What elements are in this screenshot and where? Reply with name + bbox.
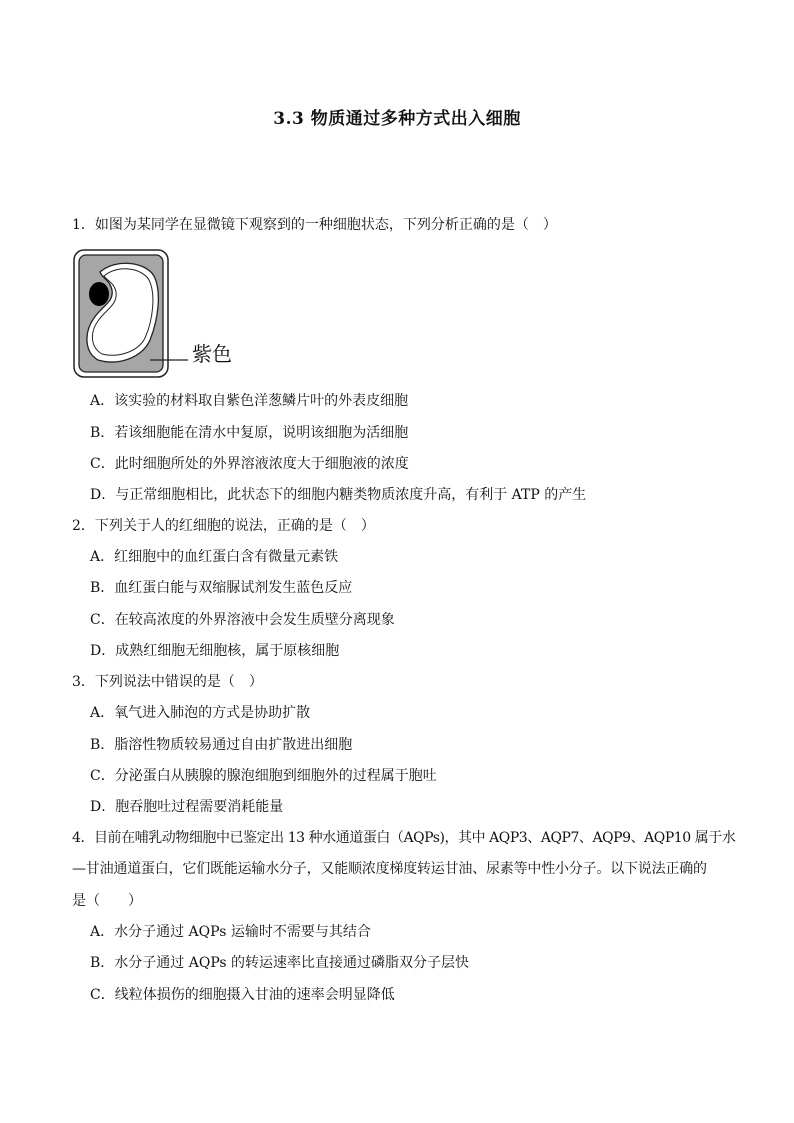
question-3-option-b: B．脂溶性物质较易通过自由扩散进出细胞 <box>90 737 353 753</box>
question-1-option-d: D．与正常细胞相比，此状态下的细胞内糖类物质浓度升高，有利于 ATP 的产生 <box>90 487 587 503</box>
question-2-option-a: A．红细胞中的血红蛋白含有微量元素铁 <box>90 549 339 565</box>
question-1-option-a: A．该实验的材料取自紫色洋葱鳞片叶的外表皮细胞 <box>90 393 409 409</box>
question-4-option-b: B．水分子通过 AQPs 的转运速率比直接通过磷脂双分子层快 <box>90 955 470 971</box>
question-4-option-c: C．线粒体损伤的细胞摄入甘油的速率会明显降低 <box>90 987 395 1003</box>
question-4-stem-line-3: 是（ ） <box>72 893 142 909</box>
question-3-option-a: A．氧气进入肺泡的方式是协助扩散 <box>90 705 311 721</box>
page-title: 3.3 物质通过多种方式出入细胞 <box>273 109 521 129</box>
question-1-stem: 1．如图为某同学在显微镜下观察到的一种细胞状态，下列分析正确的是（ ） <box>72 217 557 233</box>
question-1-option-b: B．若该细胞能在清水中复原，说明该细胞为活细胞 <box>90 425 409 441</box>
question-2-option-c: C．在较高浓度的外界溶液中会发生质壁分离现象 <box>90 612 395 628</box>
cell-diagram <box>72 248 252 380</box>
question-3-option-d: D．胞吞胞吐过程需要消耗能量 <box>90 799 284 815</box>
figure-label: 紫色 <box>192 342 232 366</box>
question-4-option-a: A．水分子通过 AQPs 运输时不需要与其结合 <box>90 924 371 940</box>
question-4-stem-line-2: —甘油通道蛋白，它们既能运输水分子，又能顺浓度梯度转运甘油、尿素等中性小分子。以下说法正确的 <box>72 861 707 877</box>
question-2-stem: 2．下列关于人的红细胞的说法，正确的是（ ） <box>72 518 375 534</box>
question-2-option-b: B．血红蛋白能与双缩脲试剂发生蓝色反应 <box>90 580 353 596</box>
question-2-option-d: D．成熟红细胞无细胞核，属于原核细胞 <box>90 643 340 659</box>
question-3-option-c: C．分泌蛋白从胰腺的腺泡细胞到细胞外的过程属于胞吐 <box>90 768 437 784</box>
question-1-option-c: C．此时细胞所处的外界溶液浓度大于细胞液的浓度 <box>90 456 409 472</box>
question-4-stem-line-1: 4．目前在哺乳动物细胞中已鉴定出 13 种水通道蛋白（AQPs)，其中 AQP3、AQP7、AQP9、AQP10 属于水 <box>72 830 736 846</box>
nucleus <box>89 282 109 306</box>
question-3-stem: 3．下列说法中错误的是（ ） <box>72 674 263 690</box>
